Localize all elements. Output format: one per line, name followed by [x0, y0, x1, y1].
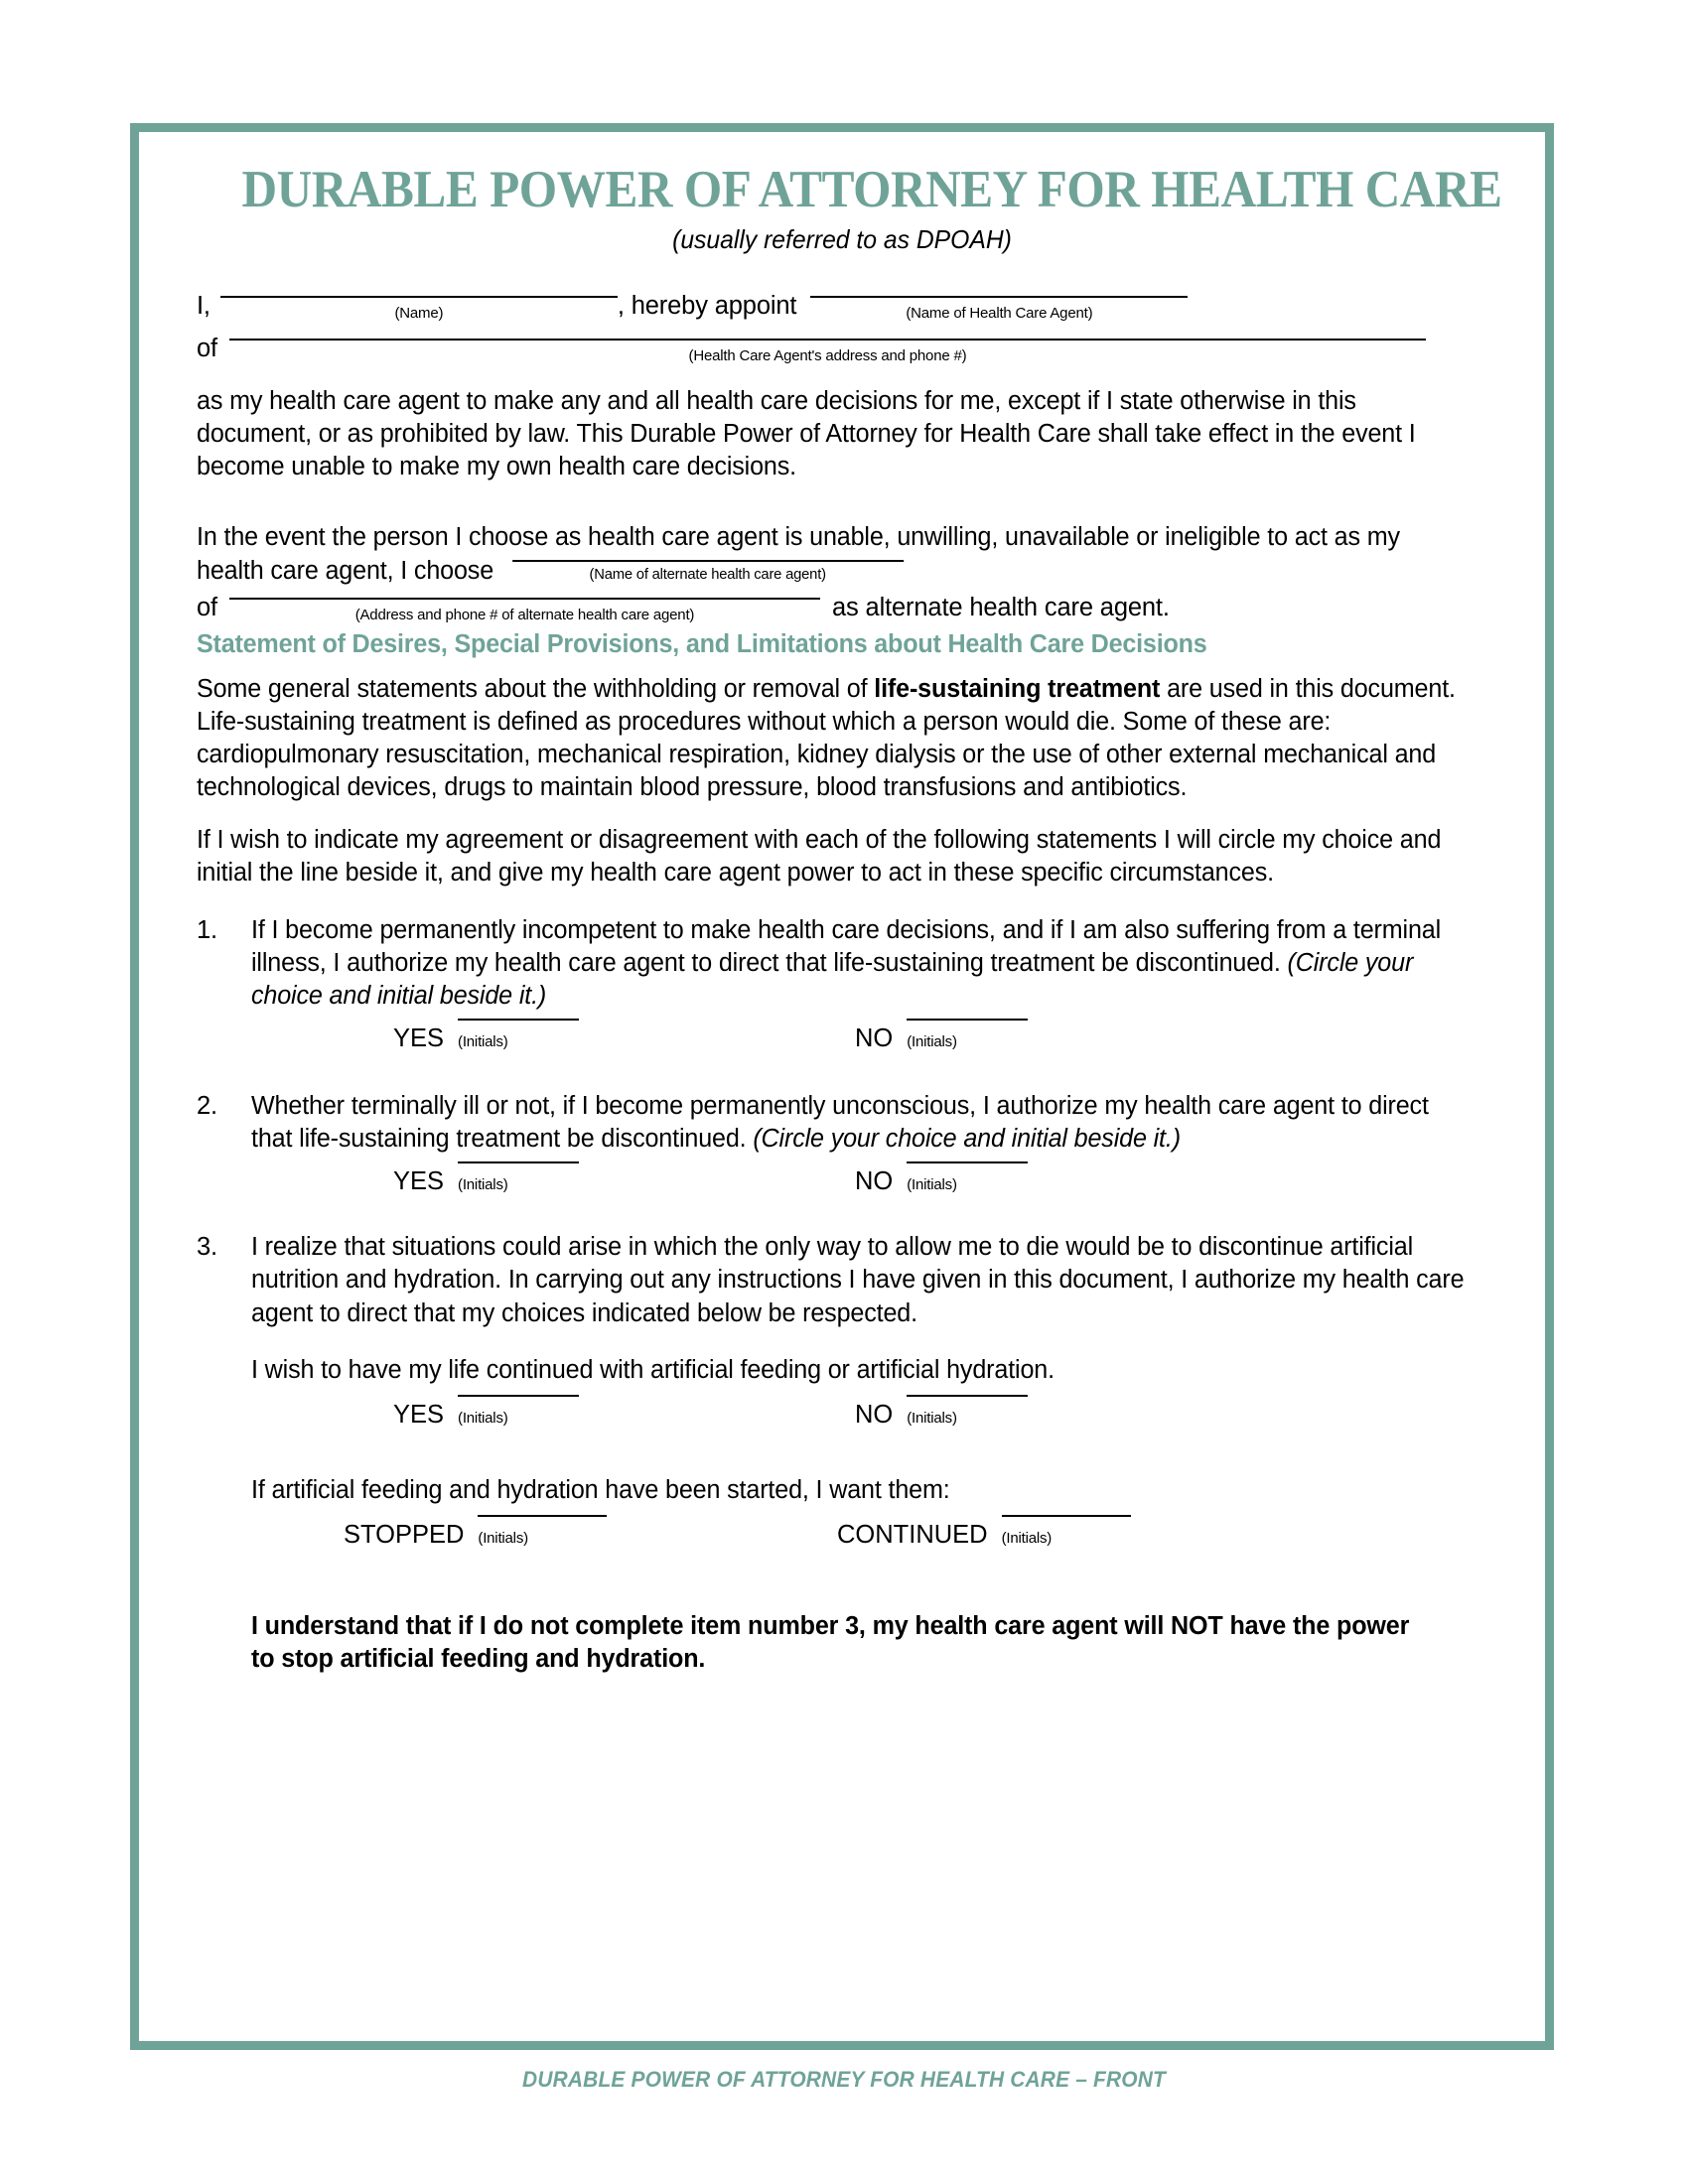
item-3-sub-prompt-2: If artificial feeding and hydration have been started, I want them:: [251, 1475, 950, 1504]
life-sustaining-part2: are used in this document. Life-sustaining treatment is defined as procedures without which a person would die. Some of these are: cardiopulmonary resuscitation, mechanical respiration, kidney dialysis or the use of other external mechanical and technological devices, drugs to maintain blood pressure, blood transfusions and antibiotics.: [197, 674, 1456, 802]
choice-no-1: [855, 1023, 1028, 1053]
choice-row-stopped-continued: [197, 1519, 1487, 1580]
choice-yes-3: [393, 1399, 579, 1430]
choice-yes-2-label: YES: [393, 1167, 445, 1196]
choice-yes-1-field[interactable]: [458, 1023, 579, 1053]
choice-stopped-field[interactable]: [478, 1519, 607, 1550]
alternate-trailing-label: as alternate health care agent.: [831, 593, 1170, 621]
page-title: DURABLE POWER OF ATTORNEY FOR HEALTH CARE: [241, 161, 1502, 218]
choice-no-3-label: NO: [855, 1400, 894, 1429]
item-3-sub-prompt-1: I wish to have my life continued with artificial feeding or artificial hydration.: [251, 1355, 1055, 1384]
appointment-row-agent-address: [197, 335, 1487, 363]
life-sustaining-bold: life-sustaining treatment: [874, 674, 1161, 703]
agent-address-caption: (Health Care Agent's address and phone #): [688, 347, 967, 364]
document-frame: [130, 123, 1554, 2050]
list-item-1-italic: (Circle your choice and initial beside it.): [251, 948, 1414, 1010]
list-item-2-italic: (Circle your choice and initial beside it.): [753, 1125, 1181, 1154]
section-heading-statement: Statement of Desires, Special Provisions, and Limitations about Health Care Decisions: [197, 629, 1207, 658]
closing-note: I understand that if I do not complete item number 3, my health care agent will NOT have the power to stop artificial feeding and hydration.: [251, 1611, 1410, 1674]
list-item-2-text: [251, 1090, 1469, 1156]
life-sustaining-paragraph: [197, 673, 1469, 805]
choice-continued-caption: (Initials): [1001, 1529, 1053, 1547]
page-footer: DURABLE POWER OF ATTORNEY FOR HEALTH CARE – FRONT: [522, 2067, 1166, 2092]
choice-no-2-caption: (Initials): [907, 1176, 957, 1194]
principal-name-caption: (Name): [394, 305, 444, 322]
choice-yes-1-label: YES: [393, 1024, 445, 1052]
choice-yes-1: [393, 1023, 579, 1053]
alternate-lead-in: [197, 521, 1419, 587]
choice-yes-2-field[interactable]: [458, 1165, 579, 1196]
i-label: I,: [197, 292, 211, 320]
appointment-row-principal: [197, 292, 1487, 321]
choice-continued: [837, 1519, 1131, 1550]
choice-yes-1-caption: (Initials): [458, 1032, 508, 1050]
list-item-2-number: 2.: [197, 1091, 217, 1120]
list-item-3-text: I realize that situations could arise in which the only way to allow me to die would be to discontinue artificial nutrition and hydration. In carrying out any instructions I have given in this document, I authorize my health care agent to direct that my choices indicated below be respected.: [251, 1233, 1465, 1327]
agent-name-caption: (Name of Health Care Agent): [906, 305, 1093, 322]
list-item-3: [197, 1231, 1487, 1329]
choice-row-1: [197, 1023, 1487, 1084]
page-subtitle: (usually referred to as DPOAH): [672, 224, 1012, 254]
choice-stopped: [344, 1519, 607, 1550]
of-label-agent: of: [197, 335, 217, 362]
hereby-appoint-label: , hereby appoint: [617, 292, 797, 320]
choice-yes-1-rule[interactable]: [458, 1019, 579, 1021]
choice-no-2-field[interactable]: [907, 1165, 1028, 1196]
choice-yes-3-label: YES: [393, 1400, 445, 1429]
alternate-name-field[interactable]: [512, 562, 904, 582]
choice-no-2-label: NO: [855, 1167, 894, 1196]
choice-continued-rule[interactable]: [1002, 1515, 1131, 1517]
alternate-name-caption: (Name of alternate health care agent): [589, 565, 826, 583]
choice-no-2: [855, 1165, 1028, 1196]
choice-no-2-rule[interactable]: [907, 1161, 1028, 1163]
choice-no-1-label: NO: [855, 1024, 894, 1052]
choice-row-2: [197, 1165, 1487, 1227]
choice-no-3-caption: (Initials): [907, 1409, 957, 1427]
choice-no-3-field[interactable]: [907, 1399, 1028, 1430]
principal-name-field[interactable]: [220, 301, 618, 321]
choice-yes-3-rule[interactable]: [458, 1395, 579, 1397]
choice-yes-2-rule[interactable]: [458, 1161, 579, 1163]
alternate-address-field[interactable]: [229, 603, 820, 622]
agent-name-field[interactable]: [810, 301, 1188, 321]
document-content: [197, 154, 1502, 1676]
principal-name-rule[interactable]: [220, 296, 618, 298]
alternate-name-rule[interactable]: [512, 560, 904, 562]
alternate-lead-in-text: In the event the person I choose as health care agent is unable, unwilling, unavailable or ineligible to act as my health care agent, I choose: [197, 523, 1400, 585]
choice-yes-3-caption: (Initials): [458, 1409, 508, 1427]
choice-yes-3-field[interactable]: [458, 1399, 579, 1430]
list-item-1-text: [251, 914, 1469, 1013]
choice-no-3-rule[interactable]: [907, 1395, 1028, 1397]
agent-address-rule[interactable]: [229, 339, 1426, 341]
choice-no-1-rule[interactable]: [907, 1019, 1028, 1021]
list-item-2-plain: Whether terminally ill or not, if I become permanently unconscious, I authorize my health care agent to direct that life-sustaining treatment be discontinued.: [251, 1091, 1429, 1154]
list-item-2: [197, 1090, 1487, 1156]
of-label-alternate: of: [197, 593, 217, 621]
agent-name-rule[interactable]: [810, 296, 1188, 298]
choice-no-3: [855, 1399, 1028, 1430]
appointment-paragraph: as my health care agent to make any and all health care decisions for me, except if I state otherwise in this document, or as prohibited by law. This Durable Power of Attorney for Health Care shall take effect in the event I become unable to make my own health care decisions.: [197, 387, 1416, 481]
choice-row-3: [197, 1399, 1487, 1460]
choice-no-1-caption: (Initials): [907, 1032, 957, 1050]
list-item-1-plain: If I become permanently incompetent to make health care decisions, and if I am also suffering from a terminal illness, I authorize my health care agent to direct that life-sustaining treatment be discontinued.: [251, 915, 1442, 977]
choice-continued-field[interactable]: [1002, 1519, 1131, 1550]
list-item-3-number: 3.: [197, 1233, 217, 1262]
life-sustaining-part1: Some general statements about the withholding or removal of: [197, 674, 875, 703]
agent-address-field[interactable]: [229, 343, 1426, 363]
choice-no-1-field[interactable]: [907, 1023, 1028, 1053]
alternate-address-caption: (Address and phone # of alternate health care agent): [354, 606, 695, 623]
list-item-1-number: 1.: [197, 915, 217, 944]
choice-yes-2: [393, 1165, 579, 1196]
choice-yes-2-caption: (Initials): [458, 1176, 508, 1194]
circle-choice-paragraph: If I wish to indicate my agreement or disagreement with each of the following statements I will circle my choice and initial the line beside it, and give my health care agent power to act in these specific circumstances.: [197, 826, 1442, 887]
choice-stopped-caption: (Initials): [478, 1529, 528, 1547]
choice-stopped-rule[interactable]: [478, 1515, 607, 1517]
alternate-address-row: [197, 594, 1487, 622]
choice-stopped-label: STOPPED: [344, 1520, 465, 1549]
list-item-1: [197, 914, 1487, 1013]
alternate-address-rule[interactable]: [229, 598, 820, 600]
choice-continued-label: CONTINUED: [837, 1520, 988, 1549]
